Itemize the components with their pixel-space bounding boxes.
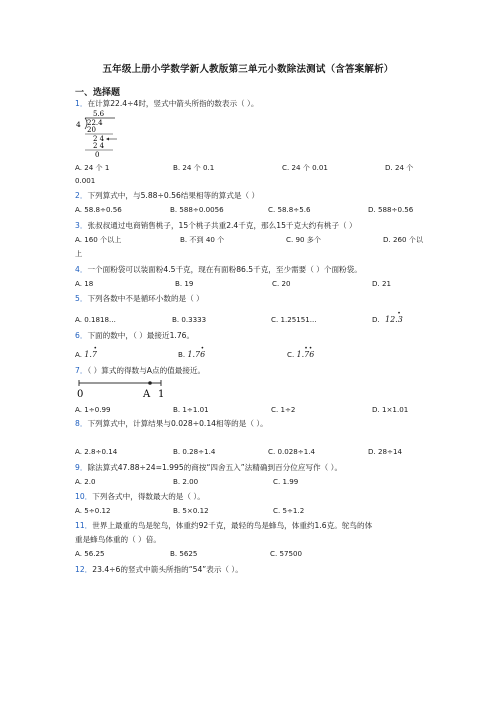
question-text: 一个面粉袋可以装面粉4.5千克，现在有面粉86.5千克，至少需要（ ）个面粉袋。	[87, 265, 362, 274]
long-division-figure	[75, 108, 125, 160]
decimal-value: 12.3	[384, 315, 403, 324]
option-a[interactable]: A. 1÷0.99	[75, 405, 111, 414]
question-text: 23.4÷6的竖式中箭头所指的“54”表示（ ）。	[92, 565, 243, 574]
decimal-value: 1.7	[84, 350, 97, 359]
option-d[interactable]: D. 21	[372, 279, 391, 288]
option-b[interactable]: B. 1÷1.01	[173, 405, 209, 414]
question-number: 4．	[75, 265, 88, 274]
option-b[interactable]: B. 588÷0.0056	[170, 205, 224, 214]
page-title: 五年级上册小学数学新人教版第三单元小数除法测试（含答案解析）	[102, 64, 394, 75]
option-b[interactable]: B. 5625	[170, 549, 198, 558]
option-label: D.	[372, 315, 380, 324]
option-a[interactable]: A. 160 个以上	[75, 235, 122, 244]
option-c[interactable]: C. 58.8÷5.6	[268, 205, 311, 214]
option-c[interactable]: C. 57500	[270, 549, 303, 558]
partial-remainder: 2 4	[93, 135, 105, 143]
option-c[interactable]: C. 5÷1.2	[273, 506, 305, 515]
number-line	[75, 377, 175, 401]
option-b[interactable]: B. 0.3333	[172, 315, 207, 324]
option-d[interactable]: D. 1×1.01	[372, 405, 409, 414]
option-b[interactable]: B. 5×0.12	[173, 506, 209, 515]
question-7	[75, 365, 205, 376]
option-b[interactable]: B. 19	[175, 279, 194, 288]
remainder: 0	[95, 151, 100, 159]
option-b[interactable]: B. 不到 40 个	[180, 235, 225, 244]
question-number: 7．	[75, 366, 88, 375]
number-line-left-label: 0	[77, 389, 84, 400]
section-heading: 一、选择题	[75, 88, 121, 98]
question-number: 9．	[75, 463, 88, 472]
repeat-dot-icon: •	[397, 310, 401, 317]
question-4	[75, 264, 362, 275]
question-number: 3．	[75, 221, 88, 230]
option-a[interactable]: A. 58.8÷0.56	[75, 205, 122, 214]
question-5	[75, 293, 204, 304]
repeat-dots-icon: ••	[304, 345, 314, 352]
question-8	[75, 418, 268, 429]
option-a[interactable]: A. 24 个 1	[75, 163, 110, 172]
option-c[interactable]: C. 90 多个	[286, 235, 321, 244]
dividend: 22.4	[87, 119, 103, 127]
question-text: 下列各式中，得数最大的是（ ）。	[92, 492, 205, 501]
repeating-decimal	[84, 345, 97, 359]
question-text: 下列算式中，计算结果与0.028÷0.14相等的是（ ）。	[87, 419, 268, 428]
question-text: 张叔叔通过电商销售桃子，15个桃子共重2.4千克，那么15千克大约有桃子（ ）	[87, 221, 357, 230]
option-a[interactable]: A. 0.1818...	[75, 315, 116, 324]
question-number: 5．	[75, 294, 88, 303]
question-11	[75, 520, 372, 531]
decimal-value: 1.76	[187, 350, 206, 359]
question-text: 下面的数中，（ ）最接近1.76。	[87, 331, 195, 340]
question-text: （ ）算式的得数与A点的值最接近。	[87, 366, 206, 375]
number-line-right-label: 1	[158, 389, 165, 400]
partial-product-2: 2 4	[93, 142, 105, 150]
option-a[interactable]: A. 18	[75, 279, 94, 288]
question-text: 在计算22.4÷4时，竖式中箭头所指的数表示（ ）。	[87, 99, 259, 108]
question-number: 11．	[75, 521, 93, 530]
question-text-continued: 重是蜂鸟体重的（ ）倍。	[75, 535, 161, 544]
option-b[interactable]	[178, 345, 206, 359]
option-a[interactable]: A. 56.25	[75, 549, 105, 558]
question-text: 世界上最重的鸟是鸵鸟，体重约92千克，最轻的鸟是蜂鸟，体重约1.6克。鸵鸟的体	[92, 521, 373, 530]
option-d[interactable]	[372, 310, 403, 324]
option-d[interactable]: D. 260 个以	[383, 235, 423, 244]
option-label: A.	[75, 350, 82, 359]
option-d[interactable]: D. 28÷14	[368, 447, 402, 456]
option-a[interactable]: A. 2.0	[75, 477, 96, 486]
option-label: C.	[287, 350, 295, 359]
option-c[interactable]: C. 24 个 0.01	[282, 163, 328, 172]
question-3	[75, 220, 357, 231]
repeating-decimal	[296, 345, 315, 359]
option-continuation: 0.001	[75, 176, 96, 185]
option-continuation: 上	[75, 249, 83, 258]
option-a[interactable]	[75, 345, 97, 359]
question-10	[75, 491, 205, 502]
point-a-marker	[148, 381, 152, 385]
option-c[interactable]: C. 1.99	[273, 477, 299, 486]
option-c[interactable]: C. 1.25151...	[271, 315, 317, 324]
question-number: 6．	[75, 331, 88, 340]
question-number: 1．	[75, 99, 88, 108]
option-c[interactable]: C. 1÷2	[271, 405, 296, 414]
option-c[interactable]	[287, 345, 315, 359]
question-12	[75, 564, 243, 575]
option-c[interactable]: C. 0.028÷1.4	[268, 447, 315, 456]
repeat-dot-icon: •	[200, 345, 205, 352]
option-a[interactable]: A. 2.8÷0.14	[75, 447, 118, 456]
divisor: 4	[76, 120, 81, 129]
option-label: B.	[178, 350, 186, 359]
arrow-head-icon	[106, 138, 109, 141]
question-text: 除法算式47.88÷24=1.995的商按“四舍五入”法精确到百分位应写作（ ）。	[87, 463, 343, 472]
question-number: 10．	[75, 492, 93, 501]
decimal-value: 1.76	[296, 350, 315, 359]
question-number: 2．	[75, 191, 88, 200]
option-b[interactable]: B. 2.00	[173, 477, 199, 486]
question-text: 下列算式中，与5.88÷0.56结果相等的算式是（ ）	[87, 191, 260, 200]
partial-product-1: 20	[87, 126, 96, 134]
question-9	[75, 462, 342, 473]
option-a[interactable]: A. 5÷0.12	[75, 506, 111, 515]
question-number: 8．	[75, 419, 88, 428]
repeating-decimal	[384, 310, 403, 324]
question-text: 下列各数中不是循环小数的是（ ）	[87, 294, 204, 303]
option-c[interactable]: C. 20	[272, 279, 291, 288]
question-2	[75, 190, 259, 201]
repeating-decimal	[187, 345, 206, 359]
option-d[interactable]: D. 24 个	[385, 163, 414, 172]
question-number: 12．	[75, 565, 93, 574]
option-b[interactable]: B. 24 个 0.1	[173, 163, 215, 172]
repeat-dot-icon: •	[93, 345, 97, 352]
question-6	[75, 330, 194, 341]
option-d[interactable]: D. 588÷0.56	[368, 205, 414, 214]
quotient: 5.6	[93, 110, 105, 118]
option-b[interactable]: B. 0.28÷1.4	[173, 447, 216, 456]
number-line-point-label: A	[143, 389, 151, 400]
